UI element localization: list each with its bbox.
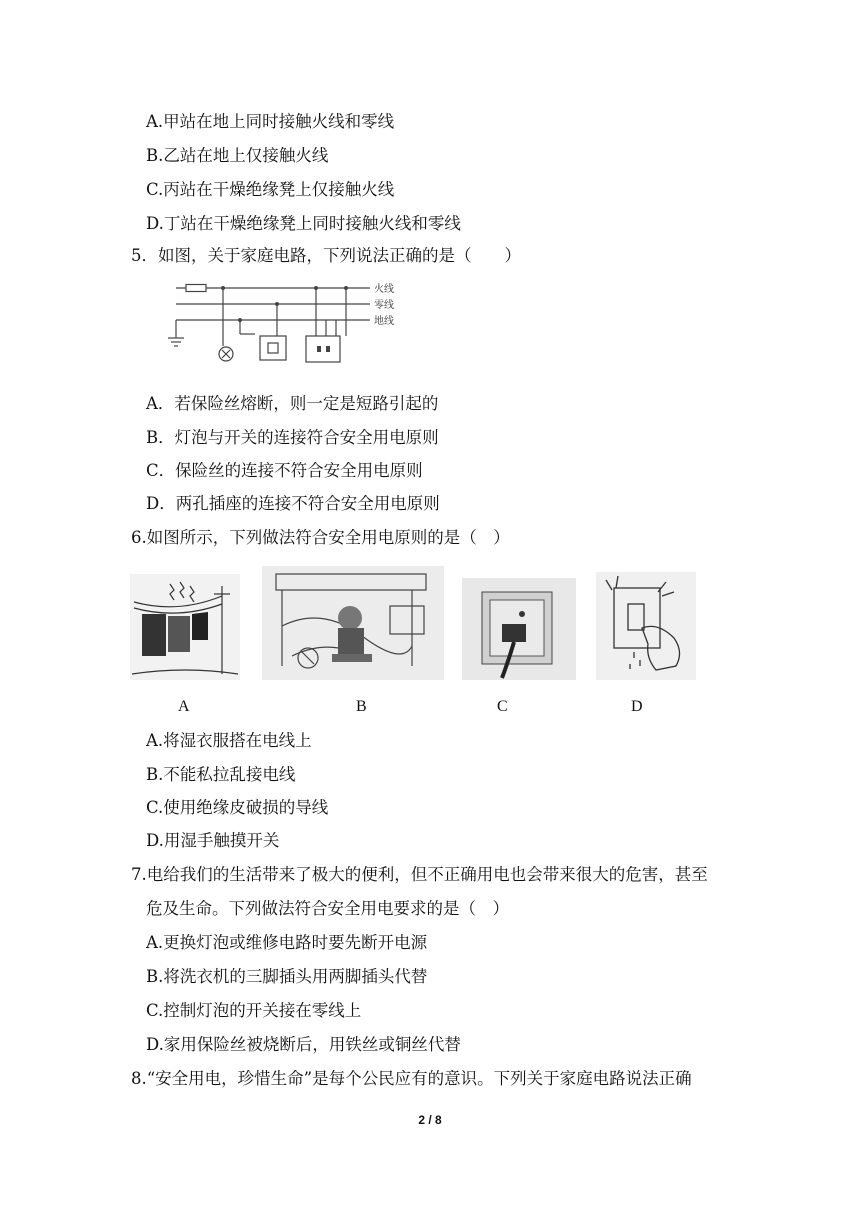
picture-caption-d: D (631, 698, 643, 715)
q7-option-d: D.家用保险丝被烧断后，用铁丝或铜丝代替 (146, 1035, 461, 1054)
wire-label-ground: 地线 (374, 316, 394, 327)
picture-c-damaged-plug (462, 578, 576, 680)
q6-option-d: D.用湿手触摸开关 (146, 831, 280, 850)
page-number: 2 / 8 (418, 1113, 442, 1127)
q7-stem-line2: 危及生命。下列做法符合安全用电要求的是（ ） (146, 899, 509, 918)
picture-b-messy-wiring (262, 566, 444, 680)
q4-option-a: A.甲站在地上同时接触火线和零线 (146, 112, 395, 131)
q6-option-b: B.不能私拉乱接电线 (146, 765, 296, 784)
picture-caption-b: B (356, 698, 367, 715)
picture-caption-a: A (178, 698, 190, 715)
q7-option-c: C.控制灯泡的开关接在零线上 (146, 1001, 362, 1020)
q5-option-a: A．若保险丝熔断，则一定是短路引起的 (146, 394, 439, 413)
q6-option-c: C.使用绝缘皮破损的导线 (146, 798, 329, 817)
q5-option-b: B．灯泡与开关的连接符合安全用电原则 (146, 428, 439, 447)
wire-label-neutral: 零线 (374, 300, 394, 311)
q7-option-b: B.将洗衣机的三脚插头用两脚插头代替 (146, 967, 428, 986)
q4-option-b: B.乙站在地上仅接触火线 (146, 146, 329, 165)
picture-caption-c: C (497, 698, 508, 715)
q4-option-c: C.丙站在干燥绝缘凳上仅接触火线 (146, 180, 395, 199)
picture-d-wet-hand-switch (596, 572, 696, 680)
picture-a-wet-clothes-on-wire (130, 574, 240, 680)
household-circuit-diagram (160, 278, 410, 370)
q5-stem: 5．如图，关于家庭电路，下列说法正确的是（ ） (131, 246, 521, 265)
q6-stem: 6.如图所示，下列做法符合安全用电原则的是（ ） (131, 528, 510, 547)
q6-option-a: A.将湿衣服搭在电线上 (146, 731, 312, 750)
q4-option-d: D.丁站在干燥绝缘凳上同时接触火线和零线 (146, 214, 461, 233)
wire-label-live: 火线 (374, 284, 394, 295)
q5-option-c: C．保险丝的连接不符合安全用电原则 (146, 461, 423, 480)
q8-stem-line1: 8.“安全用电，珍惜生命”是每个公民应有的意识。下列关于家庭电路说法正确 (131, 1069, 692, 1088)
q5-option-d: D．两孔插座的连接不符合安全用电原则 (146, 494, 440, 513)
q7-option-a: A.更换灯泡或维修电路时要先断开电源 (146, 933, 428, 952)
q7-stem-line1: 7.电给我们的生活带来了极大的便利，但不正确用电也会带来很大的危害，甚至 (131, 865, 708, 884)
